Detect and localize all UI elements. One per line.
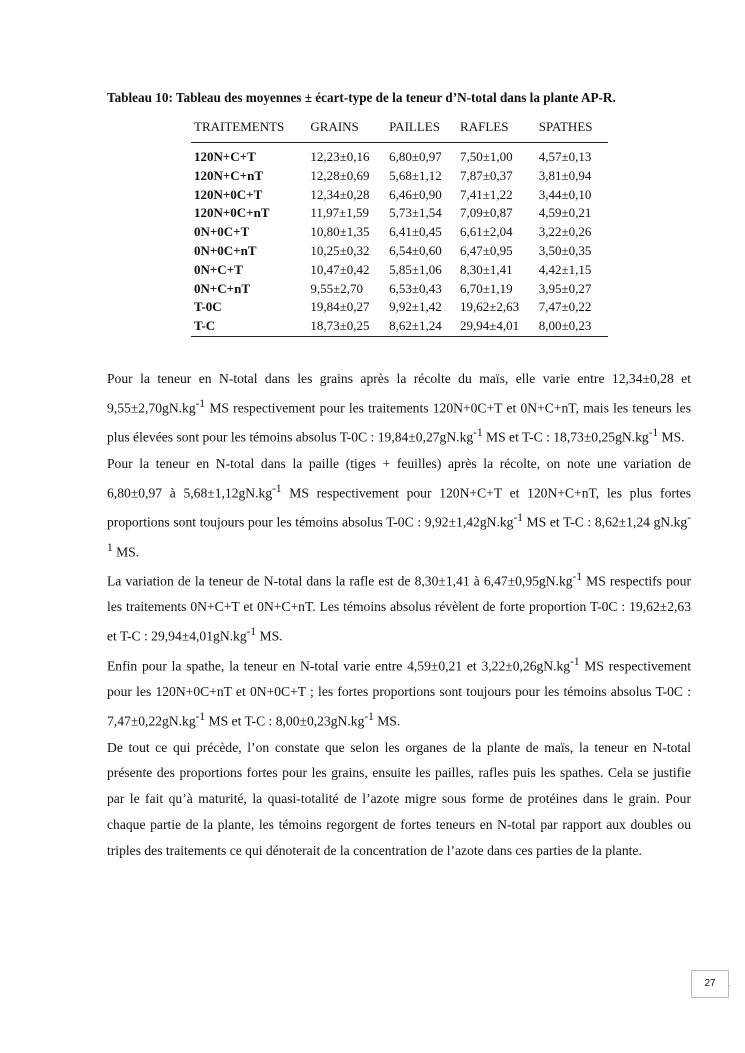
cell-grains: 9,55±2,70	[310, 280, 364, 296]
col-header-pailles: PAILLES	[386, 117, 457, 143]
cell-traitement: T-0C	[194, 299, 222, 315]
cell-pailles: 9,92±1,42	[389, 299, 442, 315]
cell-grains: 12,34±0,28	[310, 186, 370, 202]
cell-rafles: 7,09±0,87	[460, 205, 513, 221]
superscript: -1	[107, 512, 691, 554]
cell-rafles: 19,62±2,63	[460, 299, 520, 315]
superscript: -1	[246, 626, 257, 639]
text: MS et T-C : 8,62±1,24 gN.kg	[522, 514, 688, 530]
paragraph-paille	[107, 451, 691, 565]
cell-rafles: 7,50±1,00	[460, 149, 513, 164]
text: MS respectivement pour les 120N+0C+nT et 0N+0C+T ; les fortes proportions sont toujours pour les témoins absolus T-0C : 7,47±0,22gN.kg	[107, 658, 691, 729]
cell-rafles: 8,30±1,41	[460, 261, 513, 277]
cell-spathes: 3,22±0,26	[538, 224, 592, 240]
cell-spathes: 3,81±0,94	[538, 167, 592, 183]
text: MS respectivement pour 120N+C+T et 120N+C+nT, les plus fortes proportions sont toujours pour les témoins absolus T-0C : 9,92±1,42gN.kg	[107, 485, 692, 530]
cell-spathes: 4,42±1,15	[538, 261, 592, 277]
table-row	[191, 280, 608, 299]
cell-traitement: 120N+C+T	[194, 149, 256, 164]
text: MS respectivement pour les traitements 120N+0C+T et 0N+C+nT, mais les teneurs les plus élevées sont pour les témoins absolus T-0C : 19,84±0,27gN.kg	[107, 400, 691, 445]
superscript: -1	[570, 655, 580, 668]
superscript: -1	[195, 711, 206, 724]
paragraph-conclusion: De tout ce qui précède, l’on constate que selon les organes de la plante de maïs, la teneur en N-total présente des proportions fortes pour les grains, ensuite les pailles, rafles puis les spathes. Cela se justifie par le fait qu’à maturité, la quasi-totalité de l’azote migre sous forme de protéines dans le grain. Pour chaque partie de la plante, les témoins regorgent de fortes teneurs en N-total par rapport aux doubles ou triples des traitements ce qui dénoterait de la concentration de l’azote dans ces parties de la plante.	[107, 739, 691, 859]
superscript: -1	[513, 512, 523, 525]
table-row	[191, 298, 608, 317]
text: MS et T-C : 8,00±0,23gN.kg	[205, 713, 365, 729]
superscript: -1	[272, 482, 282, 495]
table-row	[191, 167, 608, 186]
cell-spathes: 3,95±0,27	[538, 280, 592, 296]
text: MS.	[373, 713, 401, 729]
table-row	[191, 242, 608, 261]
body-text	[107, 366, 691, 864]
cell-grains: 10,80±1,35	[310, 224, 370, 240]
col-header-grains: GRAINS	[307, 117, 386, 143]
cell-pailles: 5,73±1,54	[389, 205, 442, 221]
cell-traitement: 120N+0C+T	[194, 186, 263, 202]
table-row	[191, 186, 608, 205]
text: La variation de la teneur de N-total dans la rafle est de 8,30±1,41 à 6,47±0,95gN.kg	[107, 573, 573, 589]
cell-grains: 12,28±0,69	[310, 167, 370, 183]
paragraph-spathe	[107, 650, 691, 735]
paragraph-grains	[107, 366, 691, 451]
cell-spathes: 4,57±0,13	[538, 149, 592, 164]
text: Enfin pour la spathe, la teneur en N-total varie entre 4,59±0,21 et 3,22±0,26gN.kg	[107, 658, 571, 674]
table-row	[191, 204, 608, 223]
col-header-traitements: TRAITEMENTS	[191, 117, 307, 143]
cell-grains: 12,23±0,16	[310, 149, 370, 164]
table-header-row	[191, 117, 608, 143]
table-row	[191, 261, 608, 280]
table-row	[191, 143, 608, 167]
cell-pailles: 6,80±0,97	[389, 149, 442, 164]
superscript: -1	[195, 397, 206, 410]
cell-rafles: 7,41±1,22	[460, 186, 513, 202]
cell-rafles: 6,47±0,95	[460, 242, 513, 258]
table-row	[191, 317, 608, 336]
cell-rafles: 7,87±0,37	[460, 167, 513, 183]
cell-pailles: 5,68±1,12	[389, 167, 442, 183]
cell-pailles: 8,62±1,24	[386, 317, 457, 336]
cell-grains: 19,84±0,27	[310, 299, 370, 315]
text: MS.	[112, 544, 140, 560]
cell-spathes: 8,00±0,23	[536, 317, 608, 336]
text: MS respectifs pour les traitements 0N+C+T et 0N+C+nT. Les témoins absolus révèlent de forte proportion T-0C : 19,62±2,63 et T-C : 29,94±4,01gN.kg	[107, 573, 691, 644]
cell-spathes: 3,44±0,10	[538, 186, 592, 202]
paragraph-rafle	[107, 565, 691, 650]
cell-pailles: 6,53±0,43	[389, 280, 442, 296]
cell-traitement: 0N+0C+nT	[194, 242, 257, 258]
cell-grains: 11,97±1,59	[310, 205, 370, 221]
cell-pailles: 6,41±0,45	[389, 224, 442, 240]
cell-spathes: 7,47±0,22	[538, 299, 592, 315]
superscript: -1	[364, 711, 374, 724]
cell-grains: 10,47±0,42	[310, 261, 370, 277]
text: MS.	[658, 429, 685, 445]
superscript: -1	[572, 571, 582, 583]
cell-pailles: 6,54±0,60	[389, 242, 442, 258]
col-header-spathes: SPATHES	[536, 117, 608, 143]
cell-traitement: 120N+C+nT	[194, 167, 263, 183]
col-header-rafles: RAFLES	[457, 117, 536, 143]
superscript: -1	[648, 427, 659, 440]
superscript: -1	[473, 427, 483, 440]
cell-pailles: 6,46±0,90	[389, 186, 442, 202]
cell-grains: 18,73±0,25	[307, 317, 386, 336]
cell-grains: 10,25±0,32	[310, 242, 370, 258]
cell-traitement: 0N+0C+T	[194, 224, 250, 240]
table-row	[191, 223, 608, 242]
table-caption: Tableau 10: Tableau des moyennes ± écart-type de la teneur d’N-total dans la plante AP-R.	[107, 90, 616, 105]
cell-traitement: 0N+C+T	[194, 261, 243, 277]
text: Pour la teneur en N-total dans la paille (tiges + feuilles) après la récolte, on note une variation de 6,80±0,97 à 5,68±1,12gN.kg	[107, 455, 691, 501]
cell-spathes: 3,50±0,35	[538, 242, 592, 258]
text: Pour la teneur en N-total dans les grains après la récolte du maïs, elle varie entre 12,34±0,28 et 9,55±2,70gN.kg	[107, 371, 691, 416]
results-table	[191, 117, 608, 337]
cell-rafles: 6,61±2,04	[460, 224, 513, 240]
text: MS et T-C : 18,73±0,25gN.kg	[482, 429, 649, 445]
cell-traitement: 0N+C+nT	[194, 280, 250, 296]
cell-traitement: T-C	[191, 317, 307, 336]
cell-pailles: 5,85±1,06	[389, 261, 442, 277]
cell-rafles: 29,94±4,01	[457, 317, 536, 336]
cell-rafles: 6,70±1,19	[460, 280, 513, 296]
page-number: 27	[691, 970, 729, 998]
cell-spathes: 4,59±0,21	[538, 205, 592, 221]
cell-traitement: 120N+0C+nT	[194, 205, 270, 221]
text: MS.	[256, 628, 283, 644]
